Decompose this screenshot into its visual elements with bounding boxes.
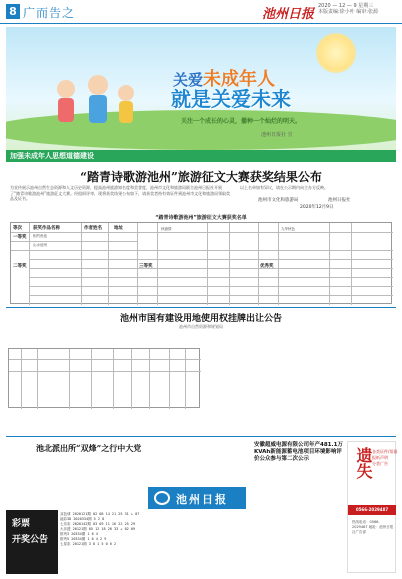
ad-line: 各类证件/票据 xyxy=(372,449,398,454)
lottery-row: 双色球 2020121期 02 08 14 21 25 31 + 07 xyxy=(60,512,140,516)
sun-graphic xyxy=(316,33,356,73)
signature-date: 2020年12月9日 xyxy=(300,205,334,210)
land-parcel-table xyxy=(8,348,200,408)
page-header xyxy=(0,0,402,24)
section-divider-2 xyxy=(6,436,396,437)
section-divider-1 xyxy=(6,307,396,308)
award-table xyxy=(10,222,392,304)
header-address: 地址 xyxy=(114,226,123,231)
header-rank: 等次 xyxy=(13,226,22,231)
header-date xyxy=(318,3,398,15)
ad-phone-number: 0566-2029487 xyxy=(348,505,396,515)
news-title: 池北派出所“双烽”之行中大党 xyxy=(36,443,142,453)
rank-third: 三等奖 xyxy=(139,264,153,269)
signature-1: 池州市文化和旅游局 xyxy=(258,198,299,203)
ad-line: 报纸声明 xyxy=(372,455,388,460)
land-announcement-issuer: 池州市自然资源和规划局 xyxy=(179,324,223,329)
rank-excellent: 优秀奖 xyxy=(260,264,274,269)
header-author: 作者姓名 xyxy=(84,226,102,231)
banner-line3: 关注一个成长的心灵，播种一个灿烂的明天。 xyxy=(181,118,302,125)
ad-hotline: 热线电话：0566-2029487 地址：池州日报社广告部 xyxy=(352,520,394,534)
public-service-banner xyxy=(6,27,396,160)
banner-credit: 池州日报社 宣 xyxy=(261,132,293,138)
lottery-row: 福彩3D 2020334期 5 2 8 xyxy=(60,517,105,521)
announcement-intro2: 以上名单如有异议，请在公示期内向主办方反映。 xyxy=(240,185,328,190)
land-announcement-title: 池州市国有建设用地使用权挂牌出让公告 xyxy=(119,314,282,324)
eia-notice-title: 安徽超威电源有限公司年产481.1万KVAh新能源蓄电池项目环境影响评价公众参与第二次公示 xyxy=(254,442,343,462)
lottery-row: 七乐彩 2020142期 03 09 11 16 22 25 29 xyxy=(60,522,136,526)
lottery-title-1: 彩票 xyxy=(12,519,31,529)
children-illustration xyxy=(36,67,146,147)
banner-strip xyxy=(6,150,396,162)
lottery-row: 七星彩 20121期 3 8 1 5 0 6 2 xyxy=(60,542,117,546)
announcement-title: “踏青诗歌游池州”旅游征文大赛获奖结果公布 xyxy=(80,170,322,184)
paper-promo-label: 池州日报 xyxy=(176,493,228,506)
paper-logo-icon xyxy=(154,491,170,505)
lottery-title-2: 开奖公告 xyxy=(12,535,49,545)
banner-strip-text: 加强未成年人思想道德建设 xyxy=(10,152,94,160)
rank-second: 二等奖 xyxy=(13,264,27,269)
work-excellent: 九华秋色 xyxy=(281,227,295,231)
banner-line1: 关爱未成年人 xyxy=(173,69,276,90)
banner-line2: 就是关爱未来 xyxy=(171,87,291,111)
paper-logo: 池州日报 xyxy=(262,7,315,22)
signature-2: 池州日报社 xyxy=(328,198,351,203)
award-table-title: “踏青诗歌游池州”旅游征文大赛获奖名单 xyxy=(155,215,247,221)
date-line: 2020 — 12 — 9 星期三 xyxy=(318,3,374,9)
section-title: 广而告之 xyxy=(23,6,76,20)
work-second: 山水池州 xyxy=(33,243,47,247)
lottery-box xyxy=(6,510,58,574)
lottery-results xyxy=(60,512,246,547)
lottery-row: 排列3 20334期 1 6 4 xyxy=(60,532,98,536)
editor-line: 本版责编:徐小叶 编审:张源 xyxy=(318,9,378,15)
paper-promo-banner xyxy=(148,487,246,509)
classified-ad-lines xyxy=(372,449,402,467)
announcement-intro: 为宣传展示池州自然生态资源和人文历史资源，提高池州旅游知名度和美誉度，池州市文化和旅游局联合池州日报社开展了“踏青诗歌游池州”旅游征文大赛。经组织评审，现将获奖结果公布如下，请获奖者持有效证件到池州市文化和旅游局领取奖品及证书。 xyxy=(10,185,231,201)
lottery-row: 排列5 20334期 1 6 4 2 9 xyxy=(60,537,107,541)
work-first: 相约贵池 xyxy=(33,234,47,238)
page-number: 8 xyxy=(6,4,20,19)
lottery-row: 大乐透 20121期 05 12 18 26 33 + 02 09 xyxy=(60,527,136,531)
rank-first: 一等奖 xyxy=(13,235,27,240)
classified-ad-headline: 遗失 xyxy=(354,447,373,479)
ad-line: 分类广告 xyxy=(372,461,388,466)
work-third: 秋浦情 xyxy=(161,227,172,231)
header-work: 获奖作品名称 xyxy=(33,226,60,231)
